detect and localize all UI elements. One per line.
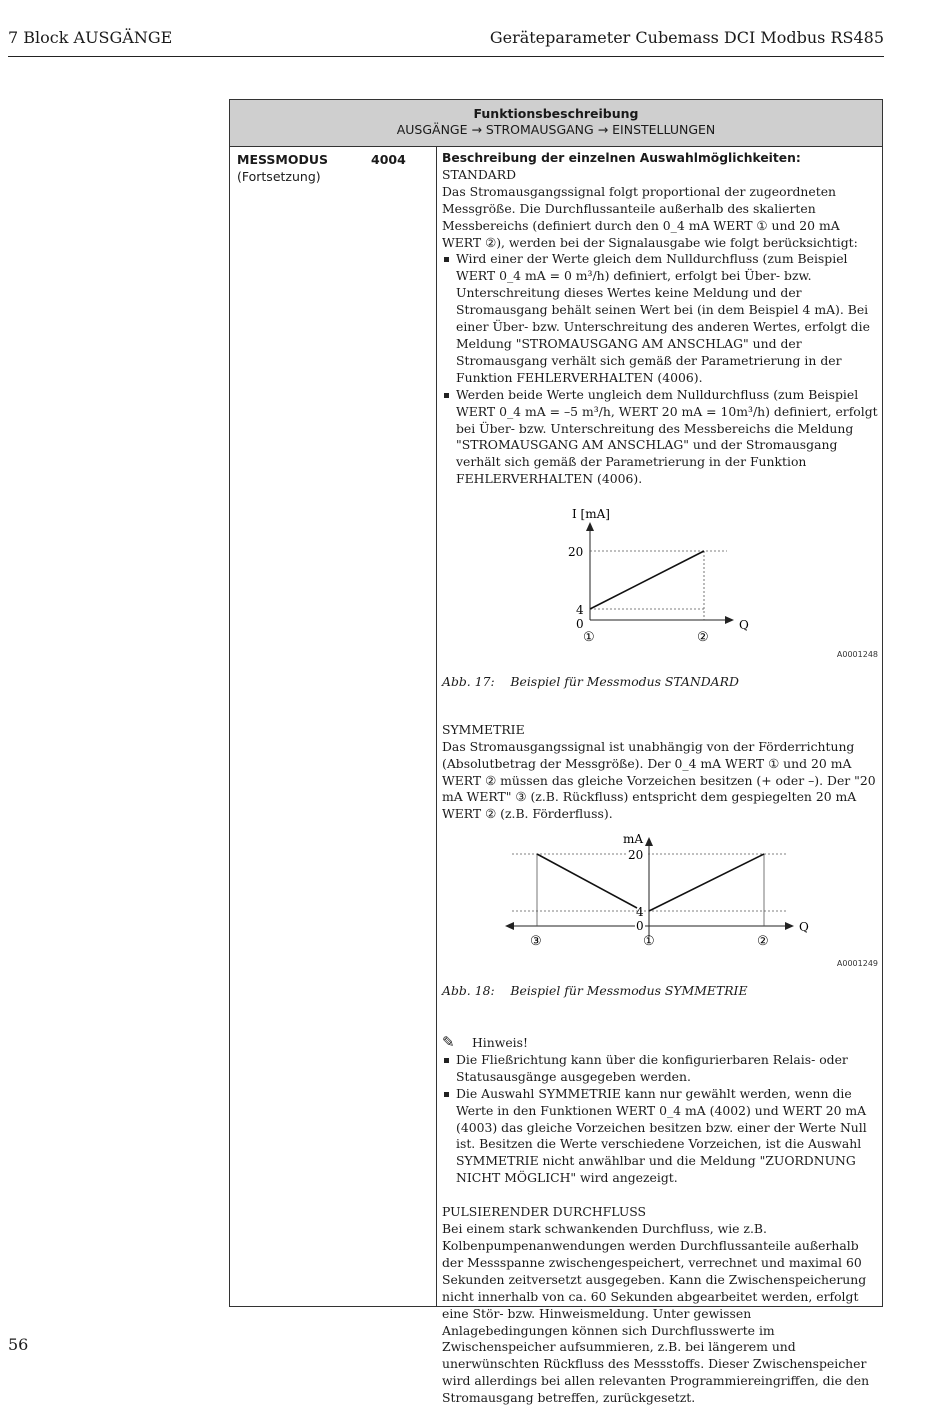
fig17-caption xyxy=(442,674,878,691)
fig18-caption-num: Abb. 18: xyxy=(442,983,495,999)
function-code: 4004 xyxy=(371,152,406,167)
standard-bullet-1: Wird einer der Werte gleich dem Nulldurchfluss (zum Beispiel WERT 0_4 mA = 0 m³/h) definiert, erfolgt bei Über- bzw. Unterschreitung dieses Wertes keine Meldung und der Stromausgang behält seinen Wert bei (in dem Beispiel 4 mA). Bei einer Über- bzw. Unterschreitung des anderen Wertes, erfolgt die Meldung "STROMAUSGANG AM ANSCHLAG" und der Stromausgang verhält sich gemäß der Parametrierung in der Funktion FEHLERVERHALTEN (4006). xyxy=(442,251,878,386)
fig17-x-arrow xyxy=(725,616,734,624)
intro-heading: Beschreibung der einzelnen Auswahlmöglichkeiten: xyxy=(442,151,801,165)
puls-text: Bei einem stark schwankenden Durchfluss, wie z.B. Kolbenpumpenanwendungen werden Durchflussanteile außerhalb der Messspanne zwischengespeichert, verrechnet und maximal 60 Sekunden zeitversetzt ausgegeben. Kann die Zwischenspeicherung nicht innerhalb von ca. 60 Sekunden abgearbeitet werden, erfolgt eine Stör- bzw. Hinweismeldung. Unter gewissen Anlagebedingungen können sich Durchflusswerte im Zwischenspeicher aufsummieren, z.B. bei längerem und unerwünschten Rückfluss des Messstoffs. Dieser Zwischenspeicher wird allerdings bei allen relevanten Programmiereingriffen, die den Stromausgang betreffen, zurückgesetzt. xyxy=(442,1221,870,1406)
standard-bullet-2: Werden beide Werte ungleich dem Nulldurchfluss (zum Beispiel WERT 0_4 mA = –5 m³/h, WERT 20 mA = 10m³/h) definiert, erfolgt bei Über- bzw. Unterschreitung des Messbereichs die Meldung "STROMAUSGANG AM ANSCHLAG" und der Stromausgang verhält sich gemäß der Parametrierung in der Funktion FEHLERVERHALTEN (4006). xyxy=(442,387,878,488)
table-title: Funktionsbeschreibung xyxy=(473,106,639,121)
fig18-x-arrow-left xyxy=(505,922,514,930)
continuation-label: (Fortsetzung) xyxy=(237,169,321,184)
fig17-caption-num: Abb. 17: xyxy=(442,673,495,689)
fig17-line xyxy=(590,551,704,609)
chapter-title: 7 Block AUSGÄNGE xyxy=(8,28,173,47)
column-divider xyxy=(436,146,437,1306)
symmetrie-chart xyxy=(442,829,878,953)
fig18-x-arrow-right xyxy=(785,922,794,930)
fig18-y-arrow xyxy=(645,837,653,846)
figure-standard xyxy=(442,496,878,691)
fig17-marker-1: ① xyxy=(583,630,595,646)
pencil-icon: ✎ xyxy=(442,1033,455,1051)
standard-title: STANDARD xyxy=(442,166,517,182)
standard-text: Das Stromausgangssignal folgt proportional der zugeordneten Messgröße. Die Durchflussanteile außerhalb des skalierten Messbereichs (definiert durch den 0_4 mA WERT ① und 20 mA WERT ②), werden bei der Signalausgabe wie folgt berücksichtigt: xyxy=(442,183,858,250)
menu-path: AUSGÄNGE → STROMAUSGANG → EINSTELLUNGEN xyxy=(396,122,716,137)
fig18-caption-text: Beispiel für Messmodus SYMMETRIE xyxy=(510,983,748,999)
fig17-id: A0001248 xyxy=(836,650,878,660)
fig18-id: A0001249 xyxy=(836,959,878,969)
table-header xyxy=(230,100,882,147)
fig18-tick-4: 4 xyxy=(636,905,644,920)
fig18-line-right xyxy=(649,854,764,911)
fig18-marker-1: ① xyxy=(643,934,655,950)
document-title: Geräteparameter Cubemass DCI Modbus RS485 xyxy=(489,28,884,47)
header-rule xyxy=(8,56,884,57)
fig17-x-label: Q xyxy=(739,618,749,633)
fig18-x-label: Q xyxy=(799,920,809,935)
fig18-tick-20: 20 xyxy=(628,848,644,863)
fig18-line-left xyxy=(537,854,637,908)
fig17-tick-20: 20 xyxy=(568,545,584,560)
fig17-y-arrow xyxy=(586,522,594,531)
description-column xyxy=(442,150,878,1407)
symmetrie-title: SYMMETRIE xyxy=(442,721,525,737)
fig18-marker-3: ③ xyxy=(530,934,542,950)
fig18-tick-0: 0 xyxy=(636,919,644,934)
fig18-marker-2: ② xyxy=(757,934,769,950)
fig17-tick-0: 0 xyxy=(576,617,584,632)
fig18-y-label: mA xyxy=(623,832,644,847)
note-bullet-2: Die Auswahl SYMMETRIE kann nur gewählt werden, wenn die Werte in den Funktionen WERT 0_4 mA (4002) und WERT 20 mA (4003) das gleiche Vorzeichen besitzen bzw. einer der Werte Null ist. Besitzen die Werte verschiedene Vorzeichen, ist die Auswahl SYMMETRIE nicht anwählbar und die Meldung "ZUORDNUNG NICHT MÖGLICH" wird angezeigt. xyxy=(442,1086,878,1187)
fig18-caption xyxy=(442,983,878,1000)
note-heading xyxy=(442,1034,878,1052)
note-title: Hinweis! xyxy=(472,1035,528,1050)
page-number: 56 xyxy=(8,1335,29,1354)
note-bullet-1: Die Fließrichtung kann über die konfigurierbaren Relais- oder Statusausgänge ausgegeben werden. xyxy=(442,1052,878,1086)
figure-symmetrie xyxy=(442,829,878,1000)
function-name: MESSMODUS xyxy=(237,152,329,167)
fig17-caption-text: Beispiel für Messmodus STANDARD xyxy=(510,673,739,689)
puls-title: PULSIERENDER DURCHFLUSS xyxy=(442,1204,647,1220)
fig17-tick-4: 4 xyxy=(576,603,584,618)
symmetrie-text: Das Stromausgangssignal ist unabhängig von der Förderrichtung (Absolutbetrag der Messgröße). Der 0_4 mA WERT ① und 20 mA WERT ② müssen das gleiche Vorzeichen besitzen (+ oder –). Der "20 mA WERT" ③ (z.B. Rückfluss) entspricht dem gespiegelten 20 mA WERT ② (z.B. Förderfluss). xyxy=(442,738,876,822)
standard-chart xyxy=(442,496,878,646)
fig17-marker-2: ② xyxy=(697,630,709,646)
fig17-y-label: I [mA] xyxy=(572,507,610,522)
